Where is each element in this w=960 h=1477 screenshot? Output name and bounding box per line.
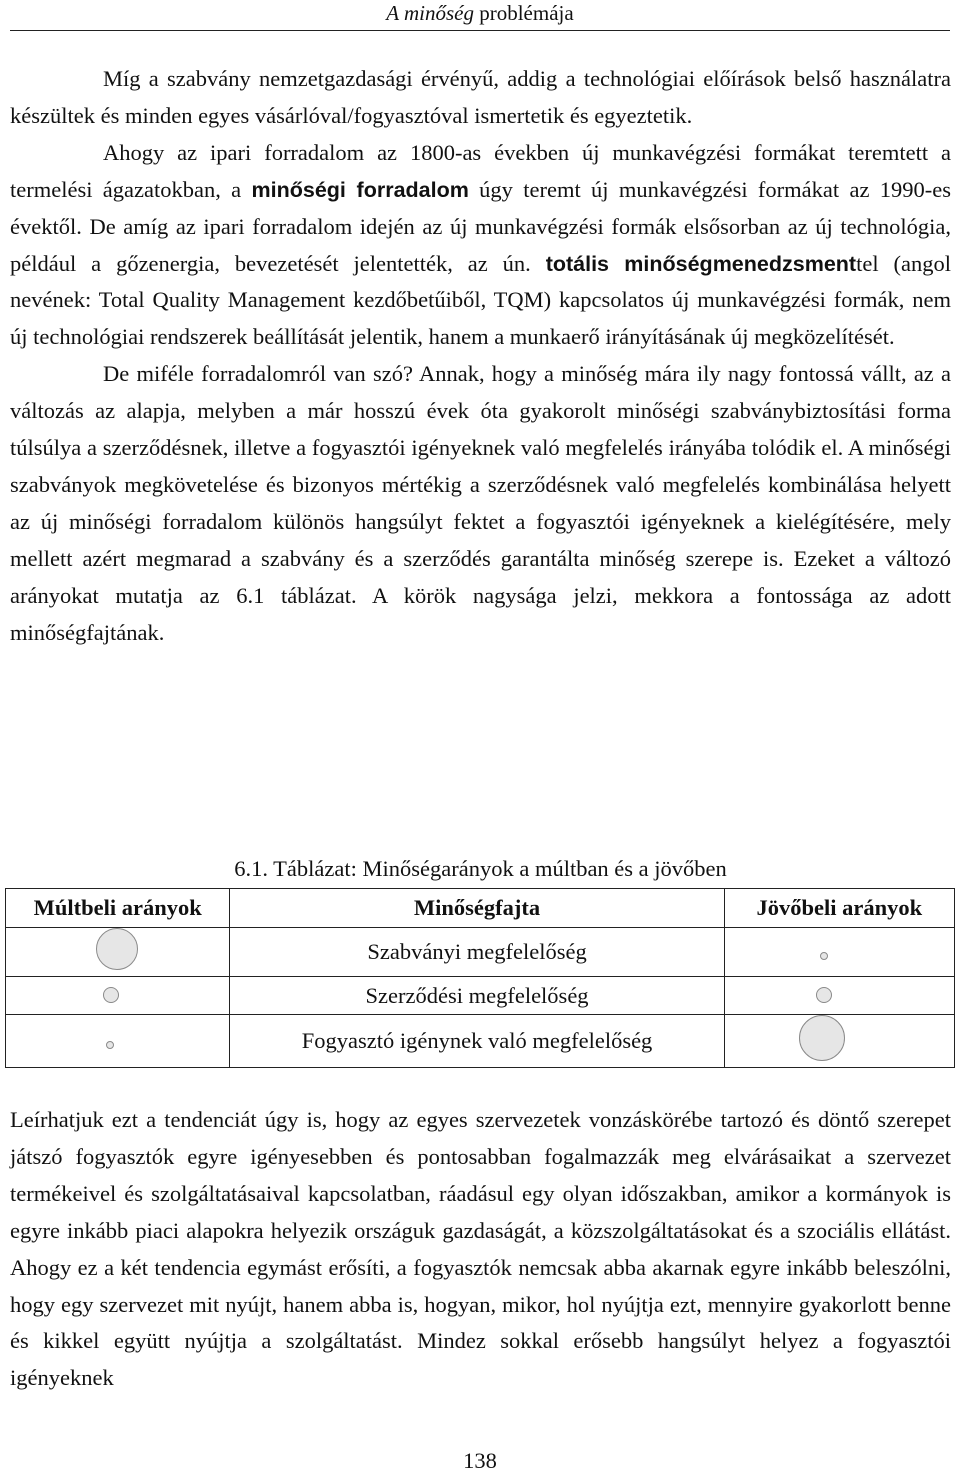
body-text-top <box>10 61 951 652</box>
bold-term: minőségi forradalom <box>251 177 469 202</box>
quality-ratio-table <box>5 888 955 1068</box>
medium-circle-icon <box>103 987 119 1003</box>
future-ratio-cell <box>724 977 954 1015</box>
quality-type-cell: Szerződési megfelelőség <box>230 977 724 1015</box>
past-ratio-cell <box>6 1015 230 1068</box>
table-row <box>6 928 955 977</box>
text-run: tel (angol nevének: Total Quality Management kezdőbetűiből, TQM) kapcsolatos új munkavégzési formák, nem új technológiai rendszerek beállítását jelentik, hanem a munkaerő irányításának új megközelítését. <box>10 250 951 350</box>
future-ratio-cell <box>724 1015 954 1068</box>
header-future: Jövőbeli arányok <box>724 889 954 928</box>
table-row <box>6 977 955 1015</box>
paragraph <box>10 356 951 651</box>
text-run: úgy teremt új munkavégzési formákat az 1990-es évektől. De amíg az ipari forradalom idején az új munkavégzési formák elsősorban az új technológia, például a gőzenergia, bevezetését jelentették, az ún. <box>10 176 951 276</box>
future-ratio-cell <box>724 928 954 977</box>
bold-term: totális minőségmenedzsment <box>545 251 857 276</box>
table-header-row <box>6 889 955 928</box>
header-title-rest: problémája <box>473 1 574 25</box>
page-header <box>10 0 950 31</box>
tiny-circle-icon <box>106 1041 114 1049</box>
text-run: Leírhatjuk ezt a tendenciát úgy is, hogy az egyes szervezetek vonzáskörébe tartozó és döntő szerepet játszó fogyasztók egyre igényesebben és pontosabban fogalmazzák meg elvárásaikat a szervezet termékeivel és szolgáltatásaival kapcsolatban, ráadásul egy olyan időszakban, amikor a kormányok is egyre inkább piaci alapokra helyezik országuk gazdaságát, a közszolgáltatásokat és a szociális ellátást. Ahogy ez a két tendencia egymást erősíti, a fogyasztók nemcsak abba akarnak egyre inkább beleszólni, hogy egy szervezet mit nyújt, hanem abba is, hogyan, mikor, hol nyújtja ezt, mennyire gyakorlott benne és kikkel együtt nyújtja a szolgáltatást. Mindez sokkal erősebb hangsúlyt helyez a fogyasztói igényeknek <box>10 1107 951 1391</box>
large-circle-icon <box>96 928 138 970</box>
header-title-italic: A minőség <box>386 1 474 25</box>
text-run: Ahogy az ipari forradalom az 1800-as években új munkavégzési formákat teremtett a termelési ágazatokban, a <box>10 139 951 202</box>
past-ratio-cell <box>6 928 230 977</box>
table-row <box>6 1015 955 1068</box>
large-circle-icon <box>799 1015 845 1061</box>
past-ratio-cell <box>6 977 230 1015</box>
quality-type-cell: Fogyasztó igénynek való megfelelőség <box>230 1015 724 1068</box>
header-past: Múltbeli arányok <box>6 889 230 928</box>
header-type: Minőségfajta <box>230 889 724 928</box>
paragraph <box>10 61 951 135</box>
text-run: Míg a szabvány nemzetgazdasági érvényű, addig a technológiai előírások belső használatra készültek és minden egyes vásárlóval/fogyasztóval ismertetik és egyeztetik. <box>10 66 951 128</box>
medium-circle-icon <box>816 987 832 1003</box>
body-text-bottom <box>10 1102 951 1397</box>
tiny-circle-icon <box>820 952 828 960</box>
paragraph <box>10 135 951 356</box>
text-run: De miféle forradalomról van szó? Annak, hogy a minőség mára ily nagy fontossá vállt, az a változás az alapja, melyben a már hosszú évek óta gyakorolt minőségi szabványbiztosítási forma túlsúlya a szerződésnek, illetve a fogyasztói igényeknek való megfelelés irányába tolódik el. A minőségi szabványok megkövetelése és bizonyos mértékig a szerződésnek való megfelelés kombinálása helyett az új minőségi forradalom különös hangsúlyt fektet a fogyasztói igényeknek a kielégítésére, mely mellett azért megmarad a szabvány és a szerződés garantálta minőség szerepe is. Ezeket a változó arányokat mutatja az 6.1 táblázat. A körök nagysága jelzi, mekkora a fontossága az adott minőségfajtának. <box>10 361 951 645</box>
paragraph <box>10 1102 951 1397</box>
page-number: 138 <box>463 1448 497 1473</box>
quality-type-cell: Szabványi megfelelőség <box>230 928 724 977</box>
table-caption: 6.1. Táblázat: Minőségarányok a múltban és a jövőben <box>234 856 727 881</box>
